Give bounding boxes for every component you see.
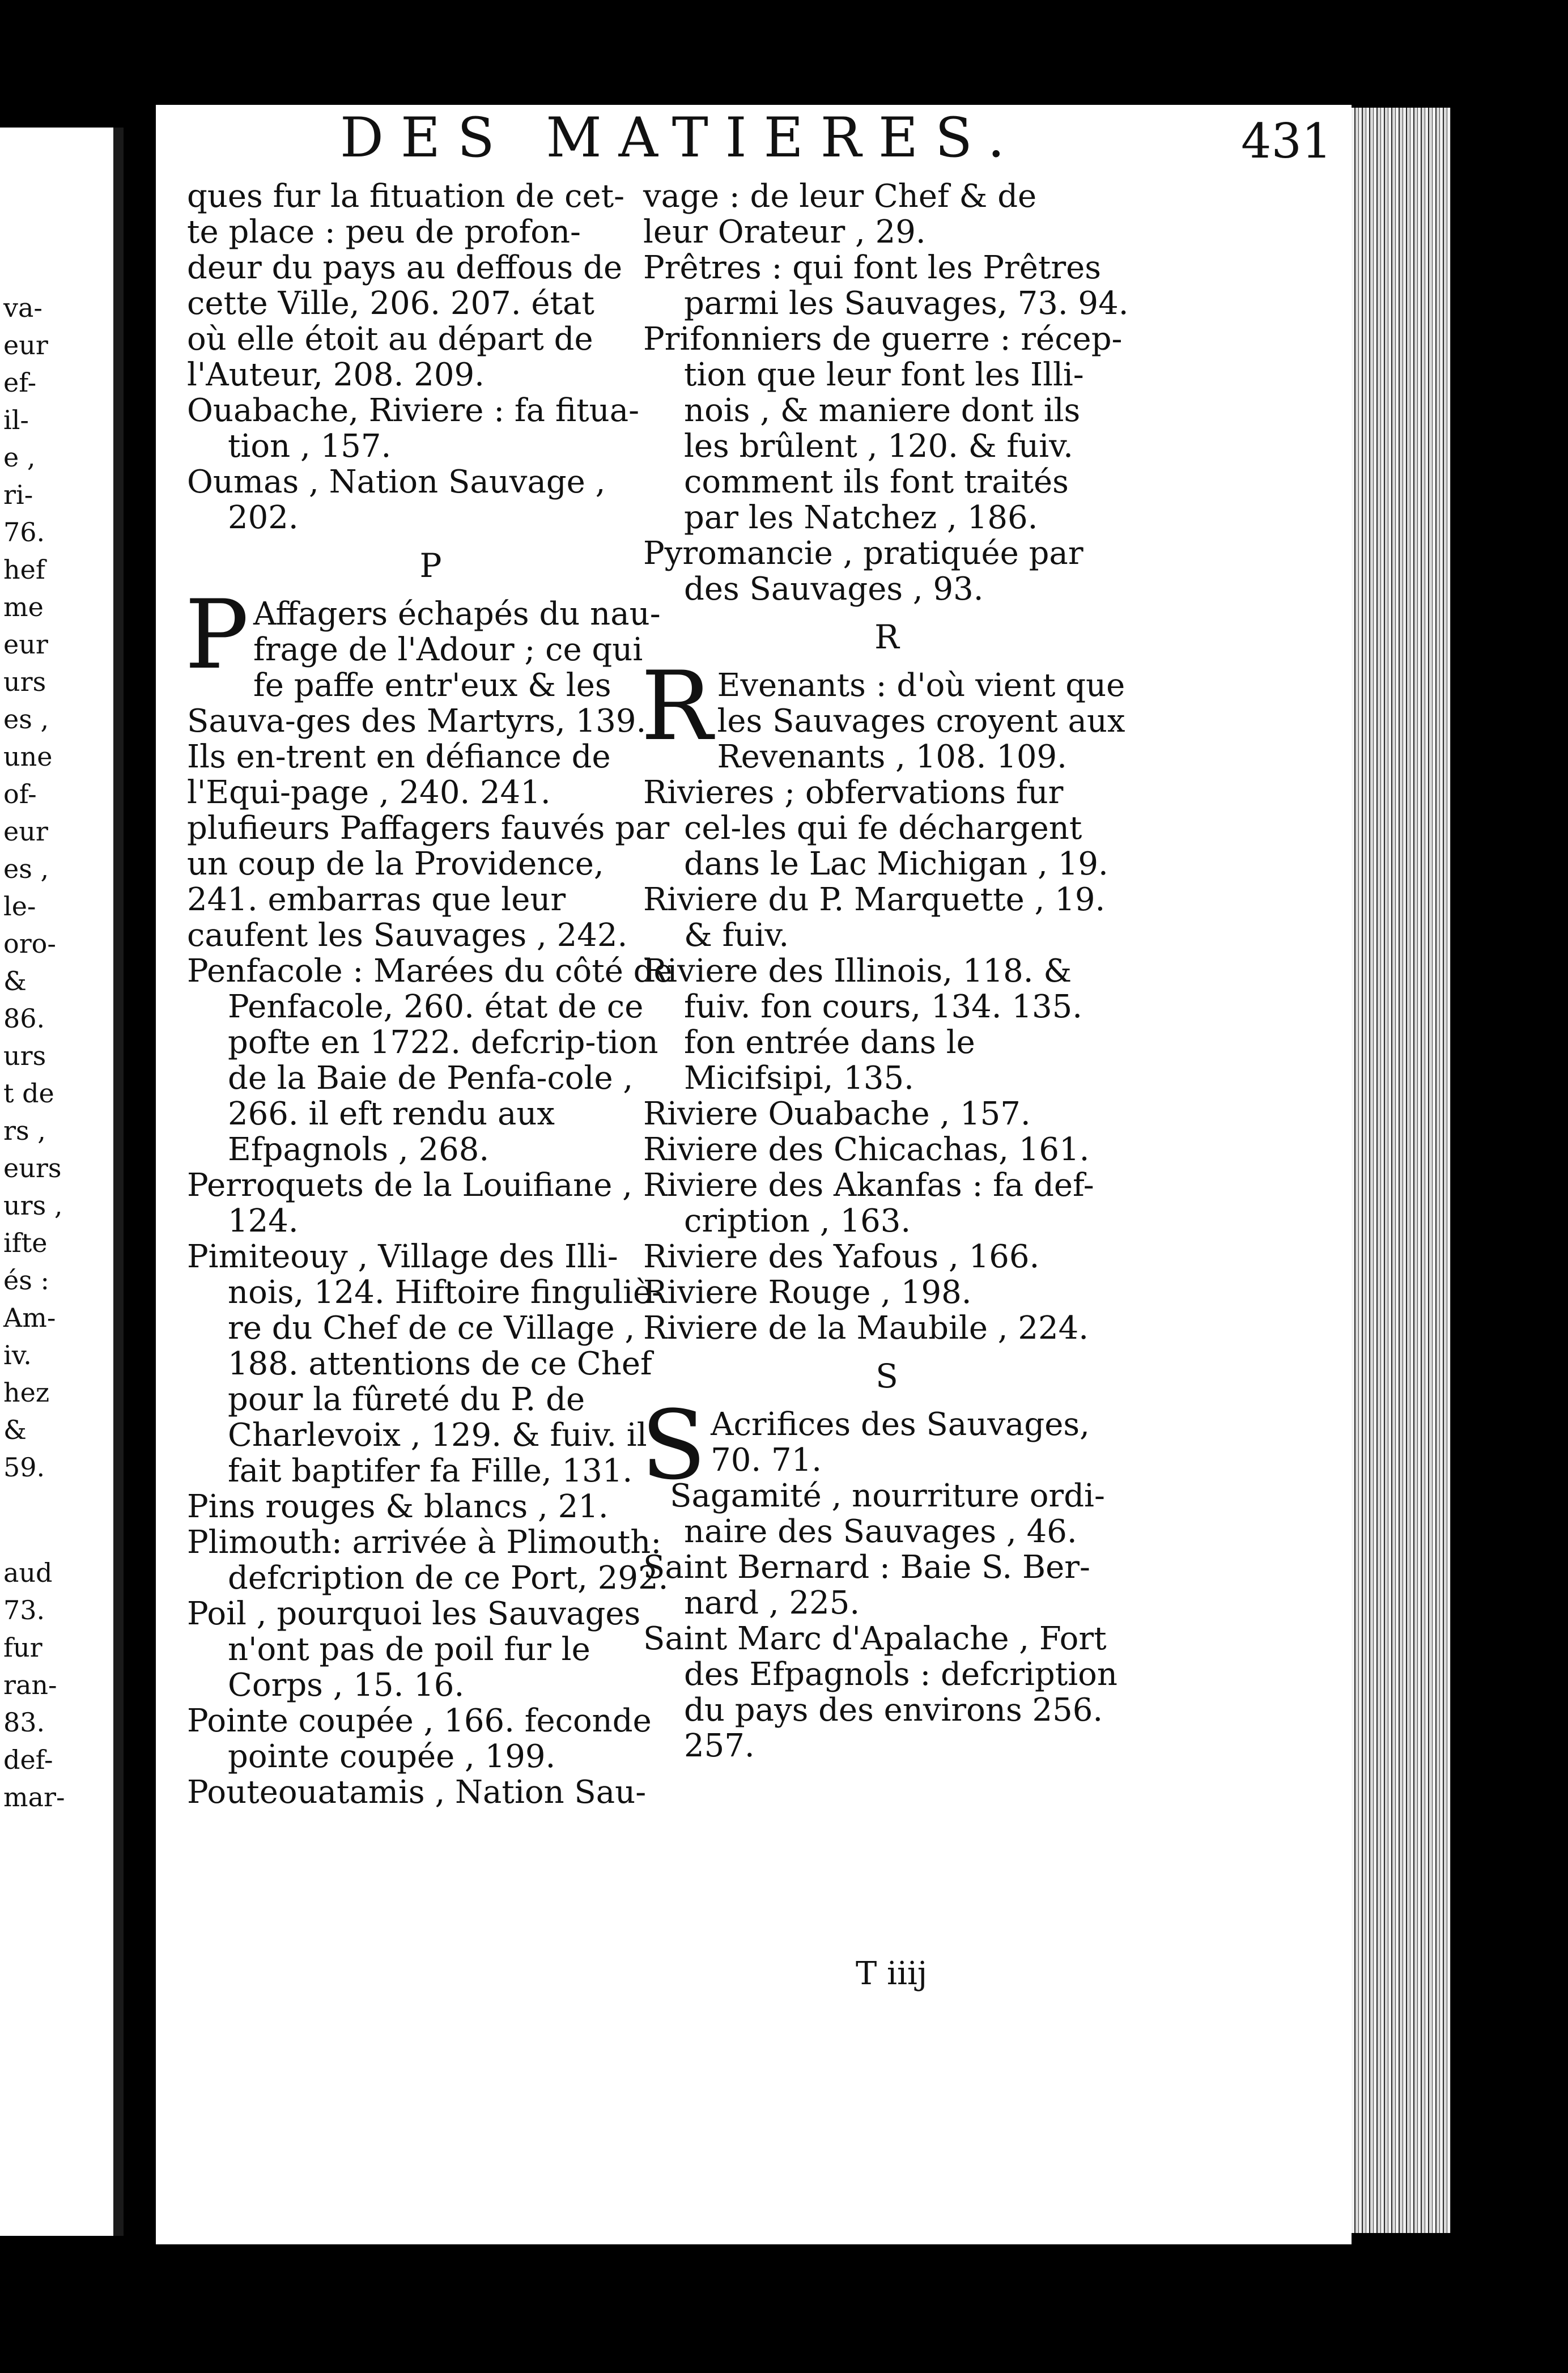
margin-fragment: iv. [3,1340,32,1370]
margin-fragment: és : [3,1265,49,1296]
margin-fragment: 86. [3,1003,45,1034]
index-entry-dropcap [185,579,674,954]
margin-fragment: hef [3,554,45,585]
margin-fragment: eurs [3,1153,62,1183]
margin-fragment: 73. [3,1595,45,1625]
index-entry: Oumas , Nation Sauvage , 202. [187,464,606,536]
margin-fragment: e , [3,442,36,473]
index-entry: Poil , pourquoi les Sauvages n'ont pas de poil fur le Corps , 15. 16. [187,1595,641,1704]
margin-fragment: urs [3,667,46,697]
index-entry: Riviere du P. Marquette , 19. & fuiv. [643,881,1106,954]
margin-fragment: hez [3,1377,50,1408]
margin-fragment: eur [3,629,48,660]
index-entry: Prifonniers de guerre : récep-tion que leur font les Illi-nois , & maniere dont ils les brûlent , 120. & fuiv. comment ils font traités par les Natchez , 186. [643,321,1123,536]
index-entry-dropcap [641,651,1131,775]
margin-fragment: def- [3,1744,53,1775]
margin-fragment: of- [3,779,37,809]
margin-fragment: & [3,1415,27,1445]
index-entry-continued: l'Auteur, 208. 209. [187,356,485,393]
margin-fragment: il- [3,405,29,435]
index-entry-continued: ques fur la fituation de cet- [187,178,625,215]
letter-heading: S [876,1357,898,1395]
index-entry: Sagamité , nourriture ordi-naire des Sauvages , 46. [670,1478,1105,1550]
index-entry: Ouabache, Riviere : fa fitua-tion , 157. [187,392,640,465]
margin-fragment: ri- [3,479,33,510]
margin-fragment: le- [3,891,36,922]
index-entry: Prêtres : qui font les Prêtres parmi les Sauvages, 73. 94. [643,249,1129,322]
index-entry-continued: te place : peu de profon- [187,214,581,251]
margin-fragment: 76. [3,517,45,547]
entry-text: Affagers échapés du nau-frage de l'Adour ; ce qui fe paffe entr'eux & les Sauva-ges des Martyrs, 139. Ils en-trent en défiance de l'Equi-page , 240. 241. plufieurs Paffagers fauvés par un coup de la Providence, 241. embarras que leur caufent les Sauvages , 242. [187,596,670,954]
margin-fragment: ef- [3,367,37,398]
margin-fragment: va- [3,292,43,323]
index-column-left [187,179,674,1810]
margin-fragment: 59. [3,1452,45,1483]
index-entry: Pouteouatamis , Nation Sau- [187,1774,647,1811]
margin-fragment: eur [3,816,48,847]
margin-fragment: me [3,592,44,622]
index-entry: Pimiteouy , Village des Illi-nois, 124. Hiftoire finguliè-re du Chef de ce Village , 188. attentions de ce Chef pour la fûreté du P. de Charlevoix , 129. & fuiv. il fait baptifer fa Fille, 131. [187,1238,663,1489]
margin-fragment: ifte [3,1228,48,1258]
index-entry-dropcap [641,1390,1131,1501]
index-entry: Saint Marc d'Apalache , Fort des Efpagnols : defcription du pays des environs 256. 257. [643,1620,1117,1764]
drop-capital: R [641,651,713,762]
index-entry: Riviere des Akanfas : fa def-cription , 163. [643,1167,1094,1239]
index-entry-continued: où elle étoit au départ de [187,321,593,358]
index-entry: Pins rouges & blancs , 21. [187,1488,609,1525]
index-entry: Riviere des Yafous , 166. [643,1238,1040,1275]
index-entry: Riviere des Illinois, 118. & fuiv. fon cours, 134. 135. fon entrée dans le Micifsipi, 135. [643,953,1083,1097]
index-entry: Riviere de la Maubile , 224. [643,1310,1089,1347]
running-head [340,106,1332,173]
index-entry-continued: cette Ville, 206. 207. état [187,285,594,322]
drop-capital: P [185,579,249,690]
entry-text: Evenants : d'où vient que les Sauvages croyent aux Revenants , 108. 109. [717,667,1125,775]
margin-fragment: oro- [3,928,56,959]
margin-fragment: aud [3,1557,53,1588]
margin-fragment: 83. [3,1707,45,1738]
index-entry: Penfacole : Marées du côté de Penfacole, 260. état de ce pofte en 1722. defcrip-tion de la Baie de Penfa-cole , 266. il eft rendu aux Efpagnols , 268. [187,953,673,1168]
drop-capital: S [641,1390,707,1501]
margin-fragment: es , [3,854,49,884]
page-edges [1352,108,1465,2233]
index-entry: Riviere Rouge , 198. [643,1274,972,1311]
margin-fragment: t de [3,1078,54,1109]
margin-fragment: fur [3,1632,43,1663]
index-entry-continued: deur du pays au deffous de [187,249,623,286]
index-entry: Riviere Ouabache , 157. [643,1096,1031,1132]
index-entry-continued: vage : de leur Chef & de [643,178,1037,215]
index-entry: Pyromancie , pratiquée par des Sauvages , 93. [643,535,1083,608]
index-entry: Rivieres ; obfervations fur cel-les qui fe déchargent dans le Lac Michigan , 19. [643,774,1108,882]
index-entry: Saint Bernard : Baie S. Ber-nard , 225. [643,1549,1090,1621]
margin-fragment: & [3,966,27,996]
index-entry: Riviere des Chicachas, 161. [643,1131,1090,1168]
index-entry: Plimouth: arrivée à Plimouth: defcription de ce Port, 292. [187,1524,669,1597]
running-title: DES MATIERES. [340,106,1022,169]
margin-fragment: une [3,741,53,772]
letter-heading: R [874,618,899,656]
margin-fragment: ran- [3,1670,57,1700]
page-number: 431 [1241,113,1332,169]
margin-fragment: Am- [3,1302,56,1333]
index-entry: Pointe coupée , 166. feconde pointe coupée , 199. [187,1703,652,1775]
index-column-right [643,179,1131,1764]
index-entry: Perroquets de la Louifiane , 124. [187,1167,632,1239]
margin-fragment: urs [3,1041,46,1071]
margin-fragment: urs , [3,1190,63,1221]
page-edge-shadow [1451,108,1568,2233]
previous-page-margin [0,128,124,2236]
entry-text: Acrifices des Sauvages, 70. 71. [711,1406,1090,1479]
margin-fragment: eur [3,330,48,360]
margin-fragment: rs , [3,1115,46,1146]
margin-fragment: mar- [3,1782,65,1812]
signature-mark: T iiij [856,1955,928,1992]
letter-heading: P [419,546,442,585]
index-entry-continued: leur Orateur , 29. [643,214,926,251]
margin-fragment: es , [3,704,49,735]
